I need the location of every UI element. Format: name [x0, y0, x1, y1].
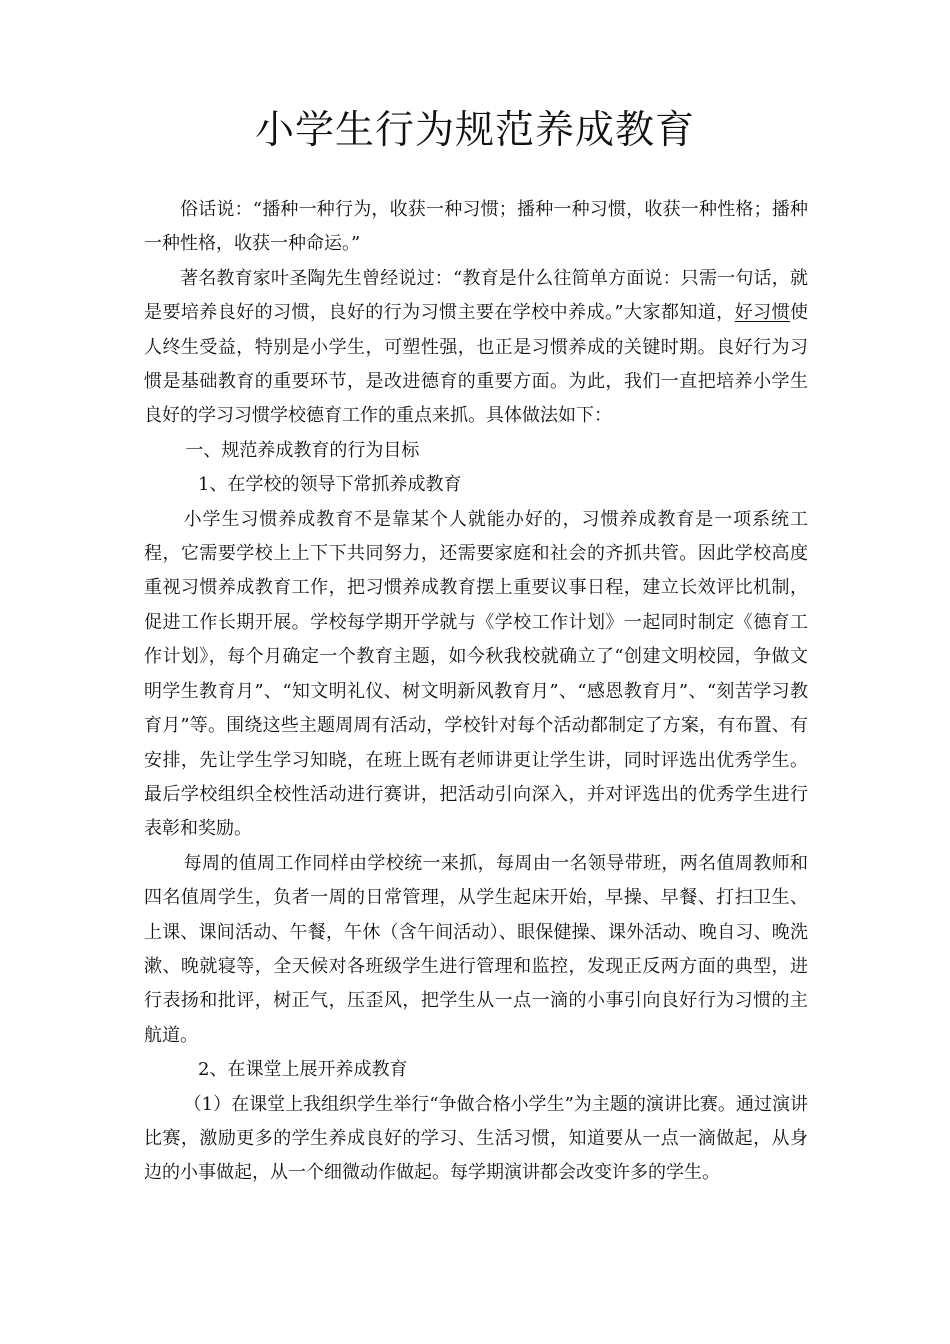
subsection-heading-2: 2、在课堂上展开养成教育	[198, 1059, 408, 1081]
document-body	[144, 193, 808, 1191]
paragraph-school-management: 小学生习惯养成教育不是靠某个人就能办好的，习惯养成教育是一项系统工程，它需要学校上上下下共同努力，还需要家庭和社会的齐抓共管。因此学校高度重视习惯养成教育工作，把习惯养成教育摆上重要议事日程，建立长效评比机制，促进工作长期开展。学校每学期开学就与《学校工作计划》一起同时制定《德育工作计划》，每个月确定一个教育主题，如今秋我校就确立了“创建文明校园，争做文明学生教育月”、“知文明礼仪、树文明新风教育月”、“感恩教育月”、“刻苦学习教育月”等。围绕这些主题周周有活动，学校针对每个活动都制定了方案，有布置、有安排，先让学生学习知晓，在班上既有老师讲更让学生讲，同时评选出优秀学生。最后学校组织全校性活动进行赛讲，把活动引向深入，并对评选出的优秀学生进行表彰和奖励。	[144, 508, 808, 840]
paragraph-speech-contest: （1）在课堂上我组织学生举行“争做合格小学生”为主题的演讲比赛。通过演讲比赛，激励更多的学生养成良好的学习、生活习惯，知道要从一点一滴做起，从身边的小事做起，从一个细微动作做起。每学期演讲都会改变许多的学生。	[144, 1093, 808, 1184]
subsection-heading-1: 1、在学校的领导下常抓养成教育	[198, 474, 462, 496]
paragraph-quote	[144, 262, 808, 434]
paragraph-proverb: 俗话说：“播种一种行为，收获一种习惯；播种一种习惯，收获一种性格；播种一种性格，收获一种命运。”	[144, 199, 808, 255]
paragraph-weekly-duty: 每周的值周工作同样由学校统一来抓，每周由一名领导带班，两名值周教师和四名值周学生，负者一周的日常管理，从学生起床开始，早操、早餐、打扫卫生、上课、课间活动、午餐，午休（含午间活动）、眼保健操、课外活动、晚自习、晚洗漱、晚就寝等，全天候对各班级学生进行管理和监控，发现正反两方面的典型，进行表扬和批评，树正气，压歪风，把学生从一点一滴的小事引向良好行为习惯的主航道。	[144, 852, 808, 1046]
section-heading-1: 一、规范养成教育的行为目标	[185, 439, 420, 461]
paragraph-quote-text-before: 著名教育家叶圣陶先生曾经说过：“教育是什么往简单方面说：只需一句话，就是要培养良好的习惯，良好的行为习惯主要在学校中养成。”大家都知道，	[144, 267, 808, 324]
document-title: 小学生行为规范养成教育	[254, 108, 695, 153]
underlined-phrase: 好习惯	[734, 302, 791, 324]
paragraph-quote-text-after: 使人终生受益，特别是小学生，可塑性强，也正是习惯养成的关键时期。良好行为习惯是基础教育的重要环节，是改进德育的重要方面。为此，我们一直把培养小学生良好的学习习惯学校德育工作的重点来抓。具体做法如下：	[144, 302, 809, 427]
